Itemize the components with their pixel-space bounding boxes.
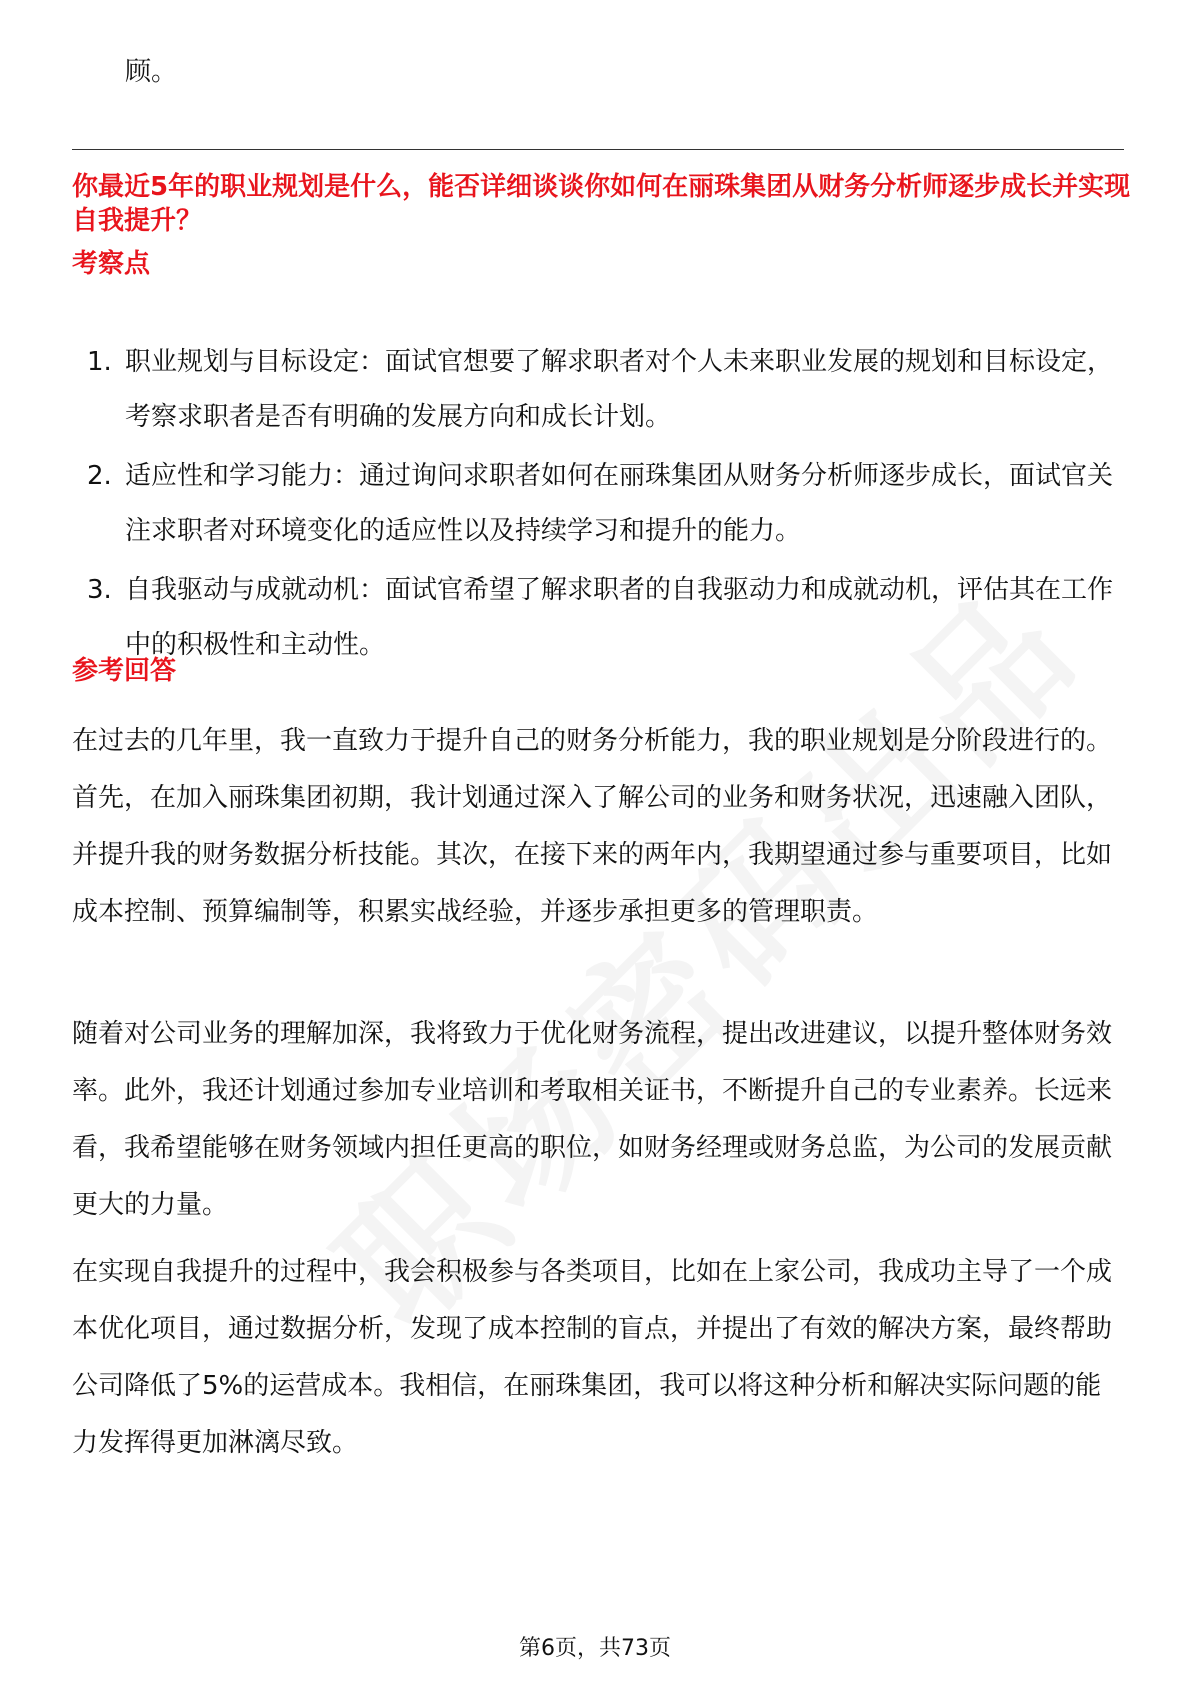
list-number: 2. xyxy=(87,461,112,491)
list-item xyxy=(72,563,1132,673)
answer-section-title: 参考回答 xyxy=(72,656,177,686)
answer-paragraph-2: 随着对公司业务的理解加深，我将致力于优化财务流程，提出改进建议，以提升整体财务效率。此外，我还计划通过参加专业培训和考取相关证书，不断提升自己的专业素养。长远来看，我希望能够在财务领域内担任更高的职位，如财务经理或财务总监，为公司的发展贡献更大的力量。 xyxy=(72,1019,1113,1220)
list-number: 3. xyxy=(87,575,112,605)
page-footer: 第6页，共73页 xyxy=(519,1636,671,1661)
section-divider xyxy=(72,149,1124,150)
list-item-text: 职业规划与目标设定：面试官想要了解求职者对个人未来职业发展的规划和目标设定，考察求职者是否有明确的发展方向和成长计划。 xyxy=(125,347,1114,432)
list-item xyxy=(72,449,1132,559)
continuation-text: 顾。 xyxy=(125,57,178,87)
list-item xyxy=(72,335,1132,445)
list-number: 1. xyxy=(87,347,112,377)
answer-paragraph-3: 在实现自我提升的过程中，我会积极参与各类项目，比如在上家公司，我成功主导了一个成本优化项目，通过数据分析，发现了成本控制的盲点，并提出了有效的解决方案，最终帮助公司降低了5%的运营成本。我相信，在丽珠集团，我可以将这种分析和解决实际问题的能力发挥得更加淋漓尽致。 xyxy=(72,1257,1113,1458)
list-item-text: 自我驱动与成就动机：面试官希望了解求职者的自我驱动力和成就动机，评估其在工作中的积极性和主动性。 xyxy=(125,575,1114,660)
focus-section-title: 考察点 xyxy=(72,249,151,279)
question-heading: 你最近5年的职业规划是什么，能否详细谈谈你如何在丽珠集团从财务分析师逐步成长并实现自我提升？ xyxy=(72,172,1131,236)
list-item-text: 适应性和学习能力：通过询问求职者如何在丽珠集团从财务分析师逐步成长，面试官关注求职者对环境变化的适应性以及持续学习和提升的能力。 xyxy=(125,461,1114,546)
focus-points-list xyxy=(72,335,1132,677)
answer-paragraph-1: 在过去的几年里，我一直致力于提升自己的财务分析能力，我的职业规划是分阶段进行的。首先，在加入丽珠集团初期，我计划通过深入了解公司的业务和财务状况，迅速融入团队，并提升我的财务数据分析技能。其次，在接下来的两年内，我期望通过参与重要项目，比如成本控制、预算编制等，积累实战经验，并逐步承担更多的管理职责。 xyxy=(72,726,1113,927)
